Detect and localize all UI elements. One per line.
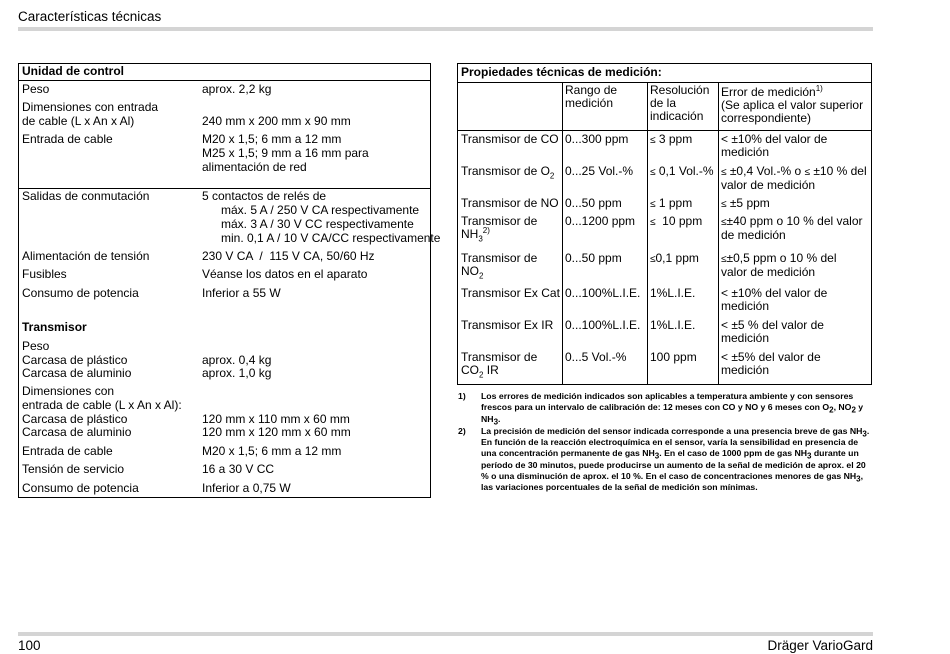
range-value: 0...50 ppm: [565, 251, 622, 265]
column-divider: [647, 82, 648, 384]
spec-value: Inferior a 55 W: [202, 286, 281, 300]
spec-value: máx. 5 A / 250 V CA respectivamente: [221, 203, 420, 217]
table-title: Propiedades técnicas de medición:: [461, 65, 662, 79]
divider: [458, 130, 871, 131]
spec-value: 5 contactos de relés de: [202, 189, 327, 203]
range-value: 0...50 ppm: [565, 196, 622, 210]
spec-value: 120 mm x 120 mm x 60 mm: [202, 425, 351, 439]
divider: [19, 80, 430, 81]
spec-label: Peso: [22, 339, 50, 353]
spec-label: Consumo de potencia: [22, 481, 139, 495]
spec-label: Carcasa de plástico: [22, 353, 128, 367]
spec-label: Fusibles: [22, 267, 67, 281]
resolution-value: ≤ 10 ppm: [650, 214, 703, 228]
resolution-value: ≤ 1 ppm: [650, 196, 693, 210]
error-value: < ±5% del valor de medición: [721, 350, 821, 377]
control-unit-heading: Unidad de control: [22, 64, 124, 78]
sensor-name: Transmisor de $NH_3^{2)}$: [461, 214, 538, 244]
error-value: < ±10% del valor de medición: [721, 286, 828, 313]
spec-label: Carcasa de aluminio: [22, 366, 132, 380]
spec-label: entrada de cable (L x An x Al):: [22, 398, 182, 412]
sensor-name: Transmisor de $O_2$: [461, 164, 555, 181]
spec-value: M20 x 1,5; 6 mm a 12 mm: [202, 444, 342, 458]
range-value: 0...5 Vol.-%: [565, 350, 627, 364]
sensor-name: Transmisor de $CO_2$ IR: [461, 350, 538, 380]
spec-value: M20 x 1,5; 6 mm a 12 mm: [202, 132, 342, 146]
section-title: Características técnicas: [18, 9, 162, 24]
spec-label: Entrada de cable: [22, 444, 113, 458]
spec-value: M25 x 1,5; 9 mm a 16 mm para: [202, 146, 369, 160]
spec-value: máx. 3 A / 30 V CC respectivamente: [221, 217, 414, 231]
measurement-properties-table: [457, 63, 872, 385]
spec-value: aprox. 2,2 kg: [202, 82, 272, 96]
spec-label: Entrada de cable: [22, 132, 113, 146]
spec-value: min. 0,1 A / 10 V CA/CC respectivamente: [221, 231, 441, 245]
header-rule: [18, 27, 873, 31]
column-header-range: Rango de medición: [565, 83, 618, 110]
range-value: 0...100%L.I.E.: [565, 318, 641, 332]
spec-value: 230 V CA / 115 V CA, 50/60 Hz: [202, 249, 375, 263]
spec-value: 120 mm x 110 mm x 60 mm: [202, 412, 350, 426]
column-divider: [718, 82, 719, 384]
footnote-marker: 2): [458, 425, 466, 436]
spec-label: Carcasa de aluminio: [22, 425, 132, 439]
range-value: 0...300 ppm: [565, 132, 629, 146]
sensor-name: Transmisor Ex IR: [461, 318, 554, 332]
spec-value: Véanse los datos en el aparato: [202, 267, 368, 281]
range-value: 0...1200 ppm: [565, 214, 636, 228]
spec-value: 16 a 30 V CC: [202, 462, 275, 476]
footnote-marker: 1): [458, 391, 466, 401]
resolution-value: 1%L.I.E.: [650, 318, 696, 332]
error-value: ≤ ±0,4 Vol.-% o ≤ ±10 % del valor de medición: [721, 164, 867, 192]
column-header-resolution: Resolución de la indicación: [650, 83, 710, 123]
spec-value: 240 mm x 200 mm x 90 mm: [202, 114, 351, 128]
product-name: Dräger VarioGard: [767, 638, 873, 653]
error-value: < ±5 % del valor de medición: [721, 318, 824, 345]
general-specs-table: [18, 63, 441, 498]
spec-label: Tensión de servicio: [22, 462, 125, 476]
spec-label: Alimentación de tensión: [22, 249, 150, 263]
spec-label: Dimensiones con entrada: [22, 100, 159, 114]
spec-label: Dimensiones con: [22, 384, 115, 398]
footnote-1: 1) Los errores de medición indicados son aplicables a temperatura ambiente y con sensores frescos para un intervalo de calibración de: 12 meses con CO y NO y 6 meses con $O_2$, $NO_2$ y $NH_3$.: [458, 391, 864, 427]
spec-value: aprox. 0,4 kg: [202, 353, 272, 367]
spec-value: Inferior a 0,75 W: [202, 481, 291, 495]
resolution-value: ≤ 0,1 Vol.-%: [650, 164, 714, 178]
resolution-value: ≤ 3 ppm: [650, 132, 693, 146]
resolution-value: 100 ppm: [650, 350, 697, 364]
spec-label: Salidas de conmutación: [22, 189, 150, 203]
error-value: ≤±40 ppm o 10 % del valor de medición: [721, 214, 863, 242]
sensor-name: Transmisor de $NO_2$: [461, 251, 538, 281]
resolution-value: ≤0,1 ppm: [650, 251, 699, 265]
spec-label: Peso: [22, 82, 50, 96]
error-value: ≤±0,5 ppm o 10 % del valor de medición: [721, 251, 837, 279]
range-value: 0...25 Vol.-%: [565, 164, 634, 178]
column-divider: [562, 82, 563, 384]
footnotes: [458, 391, 873, 495]
spec-value: aprox. 1,0 kg: [202, 366, 272, 380]
footnote-2: 2) La precisión de medición del sensor indicada corresponde a una presencia breve de gas $NH_3$. En función de la reacción electroquímica en el sensor, varía la sensibilidad en presencia de una concentración permanente de gas $NH_3$. En el caso de 1000 ppm de gas $NH_3$ durante un período de 30 minutos, puede producirse un aumento de la señal de medición de aprox. el 20 % o una disminución de aprox. el 10 %. En el caso de concentraciones menores de gas $NH_3$, las variaciones porcentuales de la señal de medición son mínimas.: [458, 425, 870, 493]
spec-label: Consumo de potencia: [22, 286, 139, 300]
spec-label: de cable (L x An x Al): [22, 114, 135, 128]
sensor-name: Transmisor de NO: [461, 196, 559, 210]
spec-value: alimentación de red: [202, 160, 307, 174]
error-value: < ±10% del valor de medición: [721, 132, 828, 159]
page-number: 100: [18, 638, 41, 653]
resolution-value: 1%L.I.E.: [650, 286, 696, 300]
transmitter-heading: Transmisor: [22, 320, 87, 334]
range-value: 0...100%L.I.E.: [565, 286, 641, 300]
sensor-name: Transmisor de CO: [461, 132, 559, 146]
sensor-name: Transmisor Ex Cat: [461, 286, 560, 300]
error-value: ≤ ±5 ppm: [721, 196, 770, 210]
column-header-error: Error de medición$^{1)}$ (Se aplica el valor superior correspondiente): [721, 84, 864, 125]
footer-rule: [18, 632, 873, 636]
spec-label: Carcasa de plástico: [22, 412, 128, 426]
